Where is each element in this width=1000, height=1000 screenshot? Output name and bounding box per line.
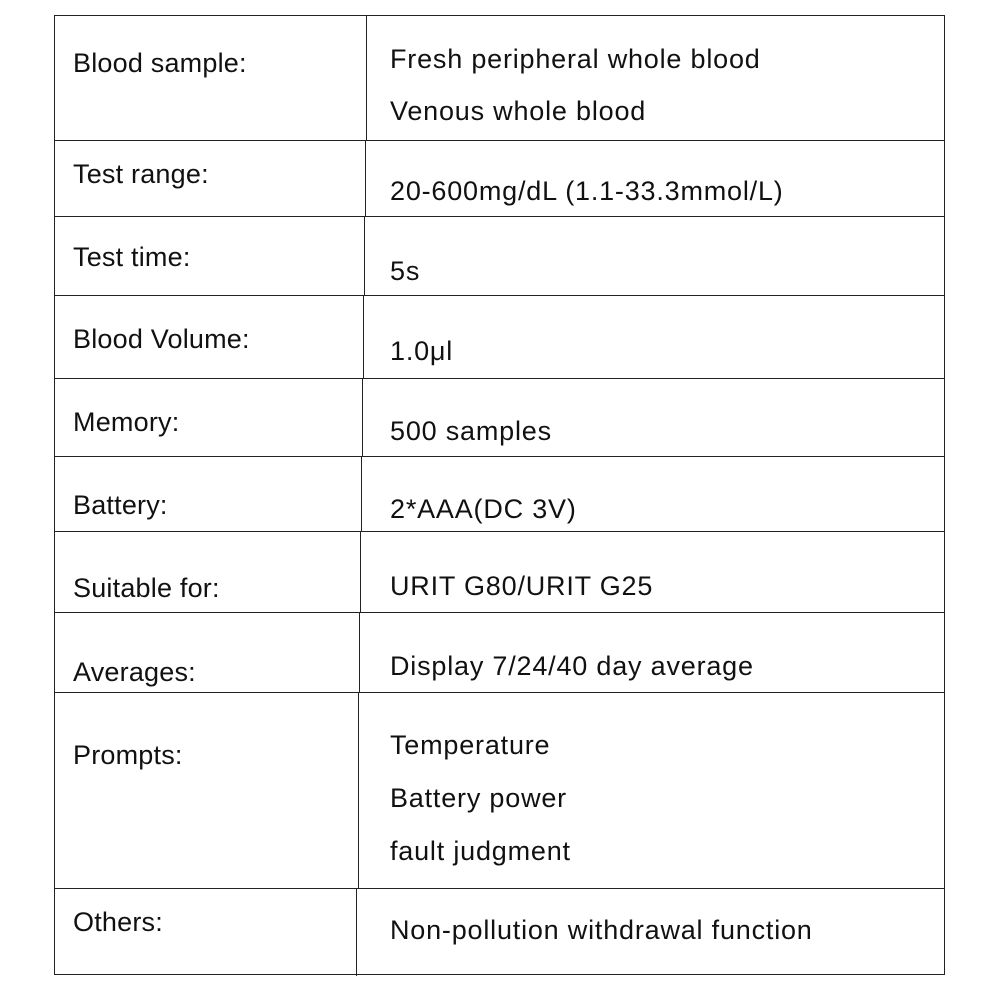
- value-suitable-for: URIT G80/URIT G25: [390, 571, 654, 601]
- table-row-averages: [55, 613, 944, 693]
- value-prompts-1: Temperature: [390, 730, 551, 760]
- value-test-range: 20-600mg/dL (1.1-33.3mmol/L): [390, 176, 784, 206]
- value-blood-sample-2: Venous whole blood: [390, 96, 647, 126]
- label-cell: [55, 889, 357, 976]
- label-blood-sample: Blood sample:: [73, 48, 247, 78]
- table-row-blood-volume: [55, 296, 944, 379]
- label-prompts: Prompts:: [73, 740, 183, 770]
- value-averages: Display 7/24/40 day average: [390, 651, 754, 681]
- value-blood-volume: 1.0μl: [390, 336, 454, 366]
- label-cell: [55, 141, 366, 216]
- label-cell: [55, 16, 367, 140]
- label-cell: [55, 532, 361, 612]
- label-suitable-for: Suitable for:: [73, 573, 220, 603]
- label-cell: [55, 693, 359, 888]
- label-averages: Averages:: [73, 657, 196, 687]
- table-row-memory: [55, 379, 944, 457]
- value-prompts-2: Battery power: [390, 783, 567, 813]
- value-others: Non-pollution withdrawal function: [390, 915, 813, 945]
- value-test-time: 5s: [390, 256, 421, 286]
- label-cell: [55, 457, 362, 531]
- value-battery: 2*AAA(DC 3V): [390, 494, 577, 524]
- label-blood-volume: Blood Volume:: [73, 324, 250, 354]
- label-cell: [55, 613, 360, 692]
- label-test-range: Test range:: [73, 159, 209, 189]
- label-test-time: Test time:: [73, 242, 191, 272]
- spec-table: [54, 15, 945, 975]
- table-row-test-range: [55, 141, 944, 217]
- table-row-blood-sample: [55, 16, 944, 141]
- value-blood-sample-1: Fresh peripheral whole blood: [390, 44, 761, 74]
- table-row-others: [55, 889, 944, 976]
- table-row-battery: [55, 457, 944, 532]
- table-row-test-time: [55, 217, 944, 296]
- table-row-suitable-for: [55, 532, 944, 613]
- label-memory: Memory:: [73, 407, 180, 437]
- label-cell: [55, 296, 364, 378]
- label-battery: Battery:: [73, 490, 168, 520]
- table-row-prompts: [55, 693, 944, 889]
- label-cell: [55, 217, 365, 295]
- value-prompts-3: fault judgment: [390, 836, 571, 866]
- label-others: Others:: [73, 907, 163, 937]
- label-cell: [55, 379, 363, 456]
- value-memory: 500 samples: [390, 416, 552, 446]
